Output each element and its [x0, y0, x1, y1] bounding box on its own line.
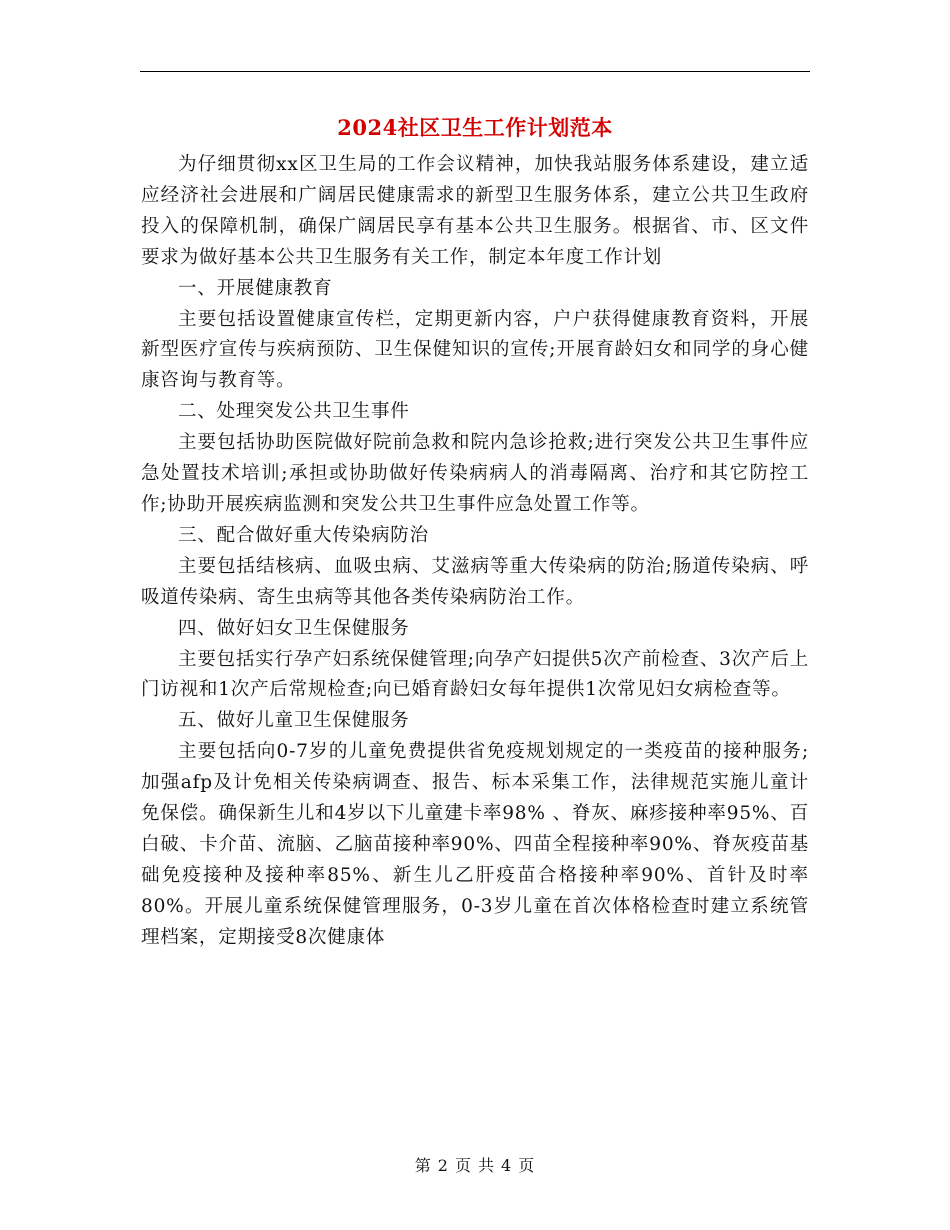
section-heading: 五、做好儿童卫生保健服务	[178, 710, 410, 732]
section-heading: 四、做好妇女卫生保健服务	[178, 617, 410, 639]
document-body	[141, 150, 809, 954]
paragraph-intro: 为仔细贯彻xx区卫生局的工作会议精神，加快我站服务体系建设，建立适应经济社会进展和广阔居民健康需求的新型卫生服务体系，建立公共卫生政府投入的保障机制，确保广阔居民享有基本公共卫生服务。根据省、市、区文件要求为做好基本公共卫生服务有关工作，制定本年度工作计划	[141, 154, 809, 268]
footer-suffix: 页	[518, 1156, 536, 1175]
paragraph-body: 主要包括设置健康宣传栏，定期更新内容，户户获得健康教育资料，开展新型医疗宣传与疾病预防、卫生保健知识的宣传;开展育龄妇女和同学的身心健康咨询与教育等。	[141, 308, 809, 392]
paragraph-body: 主要包括实行孕产妇系统保健管理;向孕产妇提供5次产前检查、3次产后上门访视和1次产后常规检查;向已婚育龄妇女每年提供1次常见妇女病检查等。	[141, 648, 809, 701]
page-footer	[0, 1153, 950, 1176]
section-heading: 一、开展健康教育	[178, 277, 333, 299]
footer-middle: 页 共	[454, 1156, 496, 1175]
section-heading: 三、配合做好重大传染病防治	[178, 524, 429, 546]
header-rule	[140, 71, 810, 72]
paragraph-body: 主要包括协助医院做好院前急救和院内急诊抢救;进行突发公共卫生事件应急处置技术培训;承担或协助做好传染病病人的消毒隔离、治疗和其它防控工作;协助开展疾病监测和突发公共卫生事件应急处置工作等。	[141, 432, 809, 515]
paragraph-body: 主要包括结核病、血吸虫病、艾滋病等重大传染病的防治;肠道传染病、呼吸道传染病、寄生虫病等其他各类传染病防治工作。	[141, 555, 809, 608]
footer-current-page: 2	[437, 1156, 449, 1175]
footer-prefix: 第	[414, 1156, 432, 1175]
document-title: 2024社区卫生工作计划范本	[337, 115, 613, 140]
footer-total-pages: 4	[501, 1156, 513, 1175]
paragraph-body: 主要包括向0-7岁的儿童免费提供省免疫规划规定的一类疫苗的接种服务;加强afp及计免相关传染病调查、报告、标本采集工作，法律规范实施儿童计免保偿。确保新生儿和4岁以下儿童建卡率98% 、脊灰、麻疹接种率95%、百白破、卡介苗、流脑、乙脑苗接种率90%、四苗全程接种率90%、脊灰疫苗基础免疫接种及接种率85%、新生儿乙肝疫苗合格接种率90%、首针及时率80%。开展儿童系统保健管理服务，0-3岁儿童在首次体格检查时建立系统管理档案，定期接受8次健康体	[141, 741, 809, 948]
section-heading: 二、处理突发公共卫生事件	[178, 401, 410, 423]
